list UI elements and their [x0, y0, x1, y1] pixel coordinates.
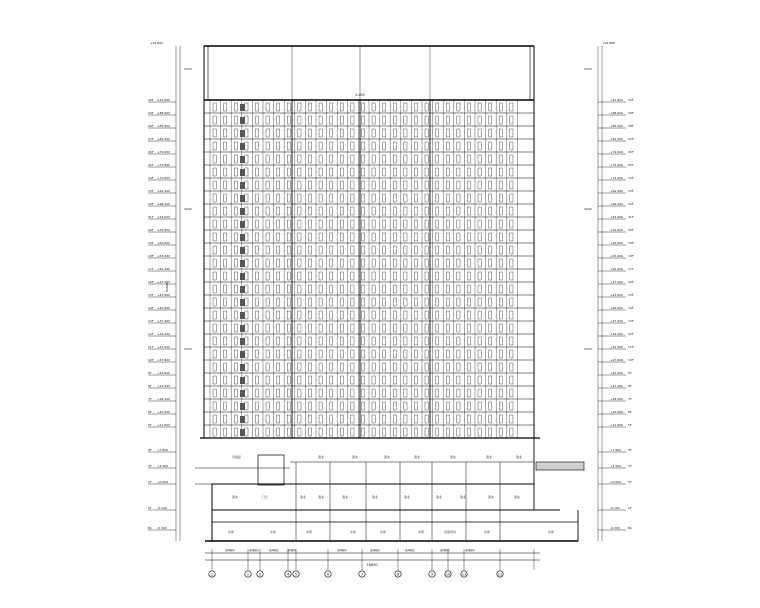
core-element: [240, 208, 245, 215]
canopy: [536, 462, 584, 470]
podium-elevation-left: +7.800: [157, 448, 169, 453]
floor-number-left: 13F: [148, 319, 154, 324]
axis-label: 5: [294, 572, 298, 577]
floor-elevation-right: +24.600: [610, 371, 624, 376]
floor-elevation-left: +40.600: [157, 306, 171, 311]
core-element: [240, 169, 245, 176]
floor-number-right: 6F: [628, 410, 632, 415]
core-element: [240, 273, 245, 280]
core-element: [240, 117, 245, 124]
floor-number-left: 7F: [148, 397, 152, 402]
floor-number-right: 26F: [628, 150, 634, 155]
bottom-total: 76800: [366, 563, 378, 567]
podium-elevation-right: +7.800: [610, 448, 622, 453]
core-element: [240, 247, 245, 254]
bottom-dim: 8400: [465, 548, 475, 553]
podium-elevation-right: +4.500: [610, 464, 622, 469]
floor-number-left: 15F: [148, 293, 154, 298]
core-element: [240, 364, 245, 371]
floor-elevation-left: +24.600: [157, 371, 171, 376]
axis-label: 9: [430, 572, 434, 577]
room-label-upper: 商业: [516, 455, 523, 459]
floor-elevation-right: +37.400: [610, 319, 624, 324]
podium-floor-right: B1: [628, 526, 632, 531]
floor-number-right: 27F: [628, 137, 634, 142]
room-label-mid: 商业: [232, 495, 239, 499]
core-element: [240, 338, 245, 345]
floor-elevation-right: +18.200: [610, 397, 624, 402]
floor-elevation-left: +63.000: [157, 215, 171, 220]
podium-elevation-left: -9.300: [157, 526, 167, 531]
core-element: [240, 130, 245, 137]
floor-elevation-left: +21.400: [157, 384, 171, 389]
floor-elevation-right: +72.600: [610, 176, 624, 181]
floor-number-left: 9F: [148, 371, 152, 376]
top-elevation-left: +94.800: [150, 41, 164, 45]
floor-number-left: 5F: [148, 423, 152, 428]
room-label-upper: 商业: [352, 455, 359, 459]
floor-number-left: 6F: [148, 410, 152, 415]
bottom-dim: 8400: [249, 548, 259, 553]
floor-elevation-left: +18.200: [157, 397, 171, 402]
bottom-dim: 8400: [287, 548, 297, 553]
axis-label: 6: [326, 572, 330, 577]
room-label-low: 车库: [548, 530, 555, 534]
core-element: [240, 429, 245, 436]
floor-number-right: 22F: [628, 202, 634, 207]
room-label-mid: 商业: [460, 495, 467, 499]
podium-floor-left: 4F: [148, 448, 152, 453]
room-label-mid: 商业: [404, 495, 411, 499]
floor-number-left: 30F: [148, 98, 154, 103]
room-label-low: 车库: [418, 530, 425, 534]
room-label-low: 车库: [484, 530, 491, 534]
floor-number-right: 5F: [628, 423, 632, 428]
room-label-upper: 商业: [450, 455, 457, 459]
floor-number-right: 9F: [628, 371, 632, 376]
floor-elevation-right: +56.600: [610, 241, 624, 246]
floor-elevation-right: +91.800: [610, 98, 624, 103]
floor-elevation-left: +85.400: [157, 124, 171, 129]
floor-number-right: 30F: [628, 98, 634, 103]
floor-elevation-left: +82.200: [157, 137, 171, 142]
room-label-low: 车库: [270, 530, 277, 534]
roof-label: 3.200: [355, 93, 365, 97]
floor-number-right: 10F: [628, 358, 634, 363]
podium-elevation-left: -5.100: [157, 506, 167, 511]
floor-elevation-right: +69.400: [610, 189, 624, 194]
floor-number-left: 21F: [148, 215, 154, 220]
floor-number-right: 29F: [628, 111, 634, 116]
core-element: [240, 299, 245, 306]
core-element: [240, 286, 245, 293]
podium-floor-left: 1F: [148, 506, 152, 511]
axis-label: 3: [258, 572, 262, 577]
bottom-dim: 8400: [269, 548, 279, 553]
axis-label: 12: [497, 572, 503, 577]
core-element: [240, 416, 245, 423]
floor-elevation-left: +69.400: [157, 189, 171, 194]
core-element: [240, 143, 245, 150]
floor-elevation-left: +79.000: [157, 150, 171, 155]
podium-elevation-right: +0.000: [610, 480, 622, 485]
floor-number-right: 24F: [628, 176, 634, 181]
floor-elevation-left: +50.200: [157, 267, 171, 272]
floor-number-left: 27F: [148, 137, 154, 142]
podium-elevation-left: +0.000: [157, 480, 169, 485]
room-label-upper: 商业: [318, 455, 325, 459]
floor-elevation-right: +47.000: [610, 280, 624, 285]
room-label-low: 设备用房: [444, 530, 457, 534]
core-element: [240, 403, 245, 410]
axis-label: 8: [396, 572, 400, 577]
podium-elevation-right: -9.300: [610, 526, 620, 531]
floor-elevation-right: +63.000: [610, 215, 624, 220]
floor-elevation-right: +27.800: [610, 358, 624, 363]
floor-number-left: 8F: [148, 384, 152, 389]
room-label-mid: 商业: [300, 495, 307, 499]
floor-number-right: 28F: [628, 124, 634, 129]
floor-elevation-left: +66.200: [157, 202, 171, 207]
floor-elevation-left: +53.400: [157, 254, 171, 259]
floor-number-left: 26F: [148, 150, 154, 155]
floor-elevation-left: +91.800: [157, 98, 171, 103]
floor-number-right: 20F: [628, 228, 634, 233]
side-dim-right: 3200: [584, 347, 592, 351]
floor-number-right: 17F: [628, 267, 634, 272]
core-element: [240, 351, 245, 358]
axis-label: 7: [360, 572, 364, 577]
floor-number-right: 8F: [628, 384, 632, 389]
podium-floor-right: 2F: [628, 480, 632, 485]
floor-elevation-left: +31.000: [157, 345, 171, 350]
core-element: [240, 195, 245, 202]
floor-number-left: 23F: [148, 189, 154, 194]
side-dim-left: 3200: [184, 207, 192, 211]
axis-label: 1: [210, 572, 214, 577]
core-element: [240, 260, 245, 267]
axis-label: 11: [461, 572, 467, 577]
floor-number-right: 25F: [628, 163, 634, 168]
core-element: [240, 325, 245, 332]
bottom-dim: 8400: [405, 548, 415, 553]
total-dim-left: 94800: [165, 282, 169, 292]
floor-number-left: 24F: [148, 176, 154, 181]
floor-number-right: 12F: [628, 332, 634, 337]
room-label-upper: 商业: [486, 455, 493, 459]
bottom-dim: 8400: [370, 548, 380, 553]
core-element: [240, 182, 245, 189]
floor-elevation-right: +85.400: [610, 124, 624, 129]
core-element: [240, 377, 245, 384]
room-label-upper: 商业: [414, 455, 421, 459]
floor-number-left: 29F: [148, 111, 154, 116]
bottom-dim: 8400: [337, 548, 347, 553]
floor-elevation-left: +88.600: [157, 111, 171, 116]
podium-floor-left: 2F: [148, 480, 152, 485]
core-element: [240, 156, 245, 163]
podium-floor-right: 4F: [628, 448, 632, 453]
floor-elevation-right: +31.000: [610, 345, 624, 350]
floor-elevation-left: +75.800: [157, 163, 171, 168]
floor-number-right: 21F: [628, 215, 634, 220]
bottom-dim: 8400: [440, 548, 450, 553]
floor-elevation-right: +43.800: [610, 293, 624, 298]
axis-label: 2: [246, 572, 250, 577]
room-label-low: 车库: [380, 530, 387, 534]
floor-number-left: 12F: [148, 332, 154, 337]
floor-elevation-left: +27.800: [157, 358, 171, 363]
floor-elevation-right: +88.600: [610, 111, 624, 116]
room-label-mid: 商业: [342, 495, 349, 499]
podium-elevation-right: -5.100: [610, 506, 620, 511]
side-dim-left: 3200: [184, 347, 192, 351]
floor-number-right: 18F: [628, 254, 634, 259]
core-element: [240, 221, 245, 228]
floor-number-left: 28F: [148, 124, 154, 129]
podium-floor-right: 1F: [628, 506, 632, 511]
core-element: [240, 312, 245, 319]
floor-number-right: 11F: [628, 345, 634, 350]
side-dim-right: 3200: [584, 207, 592, 211]
axis-label: 4: [286, 572, 290, 577]
room-label-mid: 商业: [514, 495, 521, 499]
floor-elevation-right: +82.200: [610, 137, 624, 142]
floor-number-right: 23F: [628, 189, 634, 194]
room-label-low: 车库: [350, 530, 357, 534]
room-label-low: 车库: [306, 530, 313, 534]
floor-elevation-right: +59.800: [610, 228, 624, 233]
floor-number-left: 22F: [148, 202, 154, 207]
top-elevation-right: +94.800: [602, 41, 616, 45]
floor-elevation-left: +59.800: [157, 228, 171, 233]
floor-elevation-left: +34.200: [157, 332, 171, 337]
side-dim-left: 3200: [184, 67, 192, 71]
floor-number-left: 17F: [148, 267, 154, 272]
floor-elevation-right: +40.600: [610, 306, 624, 311]
room-label-upper: 商业: [384, 455, 391, 459]
room-label-mid: 商业: [436, 495, 443, 499]
podium-elevation-left: +4.500: [157, 464, 169, 469]
floor-number-left: 25F: [148, 163, 154, 168]
room-label-mid: 商业: [372, 495, 379, 499]
core-element: [240, 104, 245, 111]
floor-elevation-right: +21.400: [610, 384, 624, 389]
floor-number-left: 14F: [148, 306, 154, 311]
floor-number-left: 10F: [148, 358, 154, 363]
floor-elevation-right: +11.800: [610, 423, 624, 428]
room-label-mid: 商业: [318, 495, 325, 499]
floor-elevation-right: +34.200: [610, 332, 624, 337]
room-label-mid: 门厅: [262, 495, 269, 499]
podium-floor-left: B1: [148, 526, 152, 531]
floor-elevation-left: +43.800: [157, 293, 171, 298]
floor-elevation-right: +79.000: [610, 150, 624, 155]
floor-elevation-right: +75.800: [610, 163, 624, 168]
floor-number-right: 13F: [628, 319, 634, 324]
floor-number-right: 7F: [628, 397, 632, 402]
floor-number-right: 14F: [628, 306, 634, 311]
floor-elevation-right: +66.200: [610, 202, 624, 207]
floor-number-right: 16F: [628, 280, 634, 285]
floor-elevation-left: +37.400: [157, 319, 171, 324]
floor-elevation-left: +47.000: [157, 280, 171, 285]
floor-elevation-left: +56.600: [157, 241, 171, 246]
room-label-mid: 商业: [488, 495, 495, 499]
floor-number-left: 11F: [148, 345, 154, 350]
axis-label: 10: [445, 572, 451, 577]
core-element: [240, 234, 245, 241]
floor-number-left: 18F: [148, 254, 154, 259]
floor-number-right: 19F: [628, 241, 634, 246]
floor-elevation-left: +15.000: [157, 410, 171, 415]
core-element: [240, 390, 245, 397]
bottom-dim: 8400: [225, 548, 235, 553]
floor-elevation-left: +11.800: [157, 423, 171, 428]
room-label-low: 车库: [228, 530, 235, 534]
podium-floor-right: 3F: [628, 464, 632, 469]
floor-elevation-right: +15.000: [610, 410, 624, 415]
floor-number-left: 16F: [148, 280, 154, 285]
room-label-upper: 设备层: [232, 455, 242, 459]
floor-elevation-right: +50.200: [610, 267, 624, 272]
podium-floor-left: 3F: [148, 464, 152, 469]
floor-number-left: 19F: [148, 241, 154, 246]
side-dim-right: 3200: [584, 67, 592, 71]
floor-number-left: 20F: [148, 228, 154, 233]
floor-elevation-left: +72.600: [157, 176, 171, 181]
floor-number-right: 15F: [628, 293, 634, 298]
floor-elevation-right: +53.400: [610, 254, 624, 259]
